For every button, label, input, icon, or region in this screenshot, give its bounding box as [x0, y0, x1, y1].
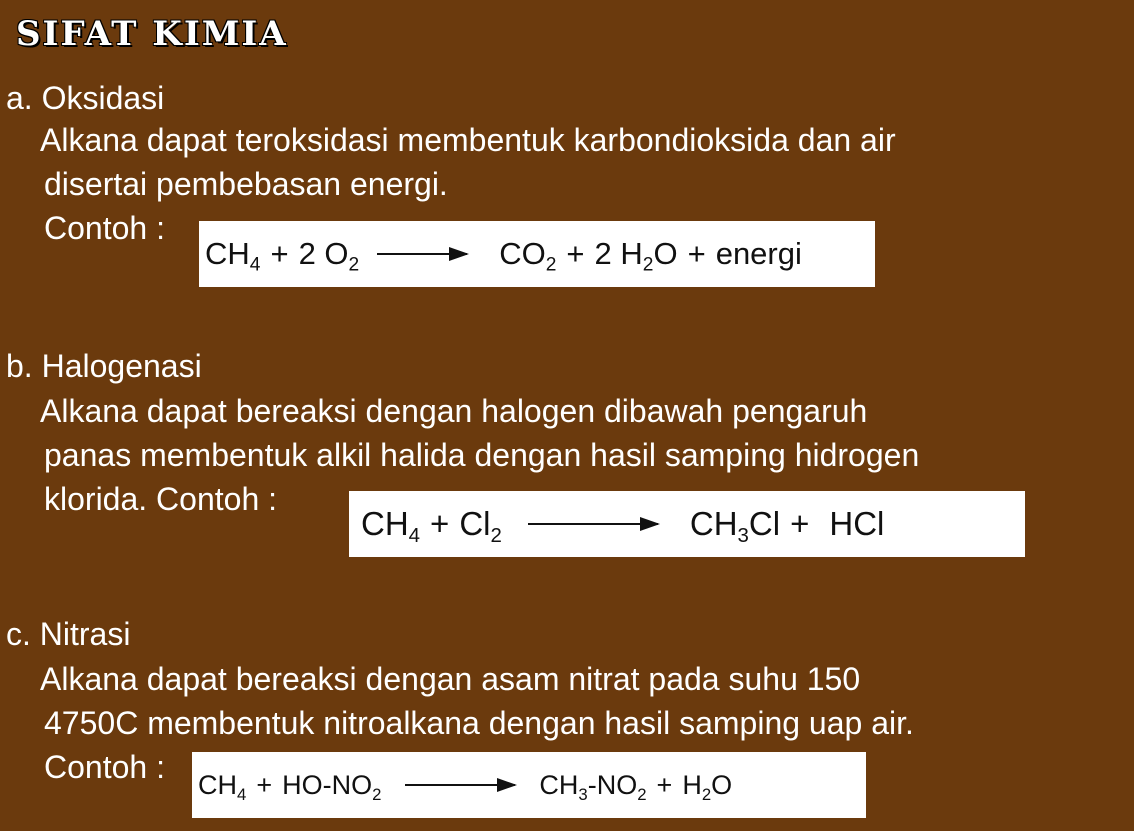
body-line: Alkana dapat teroksidasi membentuk karbondioksida dan air: [40, 122, 896, 158]
contoh-label: klorida. Contoh :: [44, 481, 278, 517]
section-heading-nitrasi: c. Nitrasi: [6, 616, 131, 652]
slide-title: SIFAT KIMIA: [16, 14, 288, 54]
reaction-arrow-icon: [377, 253, 467, 255]
product: $CH_3-NO_2$: [539, 769, 647, 804]
reactant: $CH_4$: [361, 505, 421, 548]
section-heading-oksidasi: a. Oksidasi: [6, 80, 165, 116]
reactant: $CH_4$: [205, 236, 261, 276]
plus-sign: +: [566, 236, 585, 271]
body-line: Alkana dapat bereaksi dengan asam nitrat pada suhu 150: [40, 661, 861, 697]
reactant: 2 $O_2$: [298, 236, 360, 276]
product: energi: [715, 236, 802, 271]
section-heading-halogenasi: b. Halogenasi: [6, 348, 202, 384]
reaction-arrow-icon: [405, 784, 515, 786]
product: $CH_3Cl$: [689, 505, 781, 548]
contoh-label: Contoh :: [44, 210, 165, 246]
reactant: $CH_4$: [198, 769, 247, 804]
plus-sign: +: [430, 505, 450, 542]
equation-nitrasi: [192, 752, 866, 818]
product: HCl: [829, 505, 885, 542]
body-line: disertai pembebasan energi.: [44, 166, 448, 202]
product: $H_2O$: [682, 769, 733, 804]
product: $CO_2$: [499, 236, 557, 276]
body-line: Alkana dapat bereaksi dengan halogen dibawah pengaruh: [40, 393, 868, 429]
reactant: $HO-NO_2$: [282, 769, 382, 804]
body-line: panas membentuk alkil halida dengan hasil samping hidrogen: [44, 437, 920, 473]
body-line: 4750C membentuk nitroalkana dengan hasil samping uap air.: [44, 705, 914, 741]
plus-sign: +: [656, 769, 673, 800]
plus-sign: +: [270, 236, 289, 271]
reaction-arrow-icon: [528, 523, 658, 525]
equation-halogenasi: [349, 491, 1025, 557]
product: 2 $H_2O$: [594, 236, 678, 276]
plus-sign: +: [256, 769, 273, 800]
plus-sign: +: [790, 505, 810, 542]
equation-oksidasi: [199, 221, 875, 287]
plus-sign: +: [687, 236, 706, 271]
reactant: $Cl_2$: [459, 505, 502, 548]
contoh-label: Contoh :: [44, 749, 165, 785]
